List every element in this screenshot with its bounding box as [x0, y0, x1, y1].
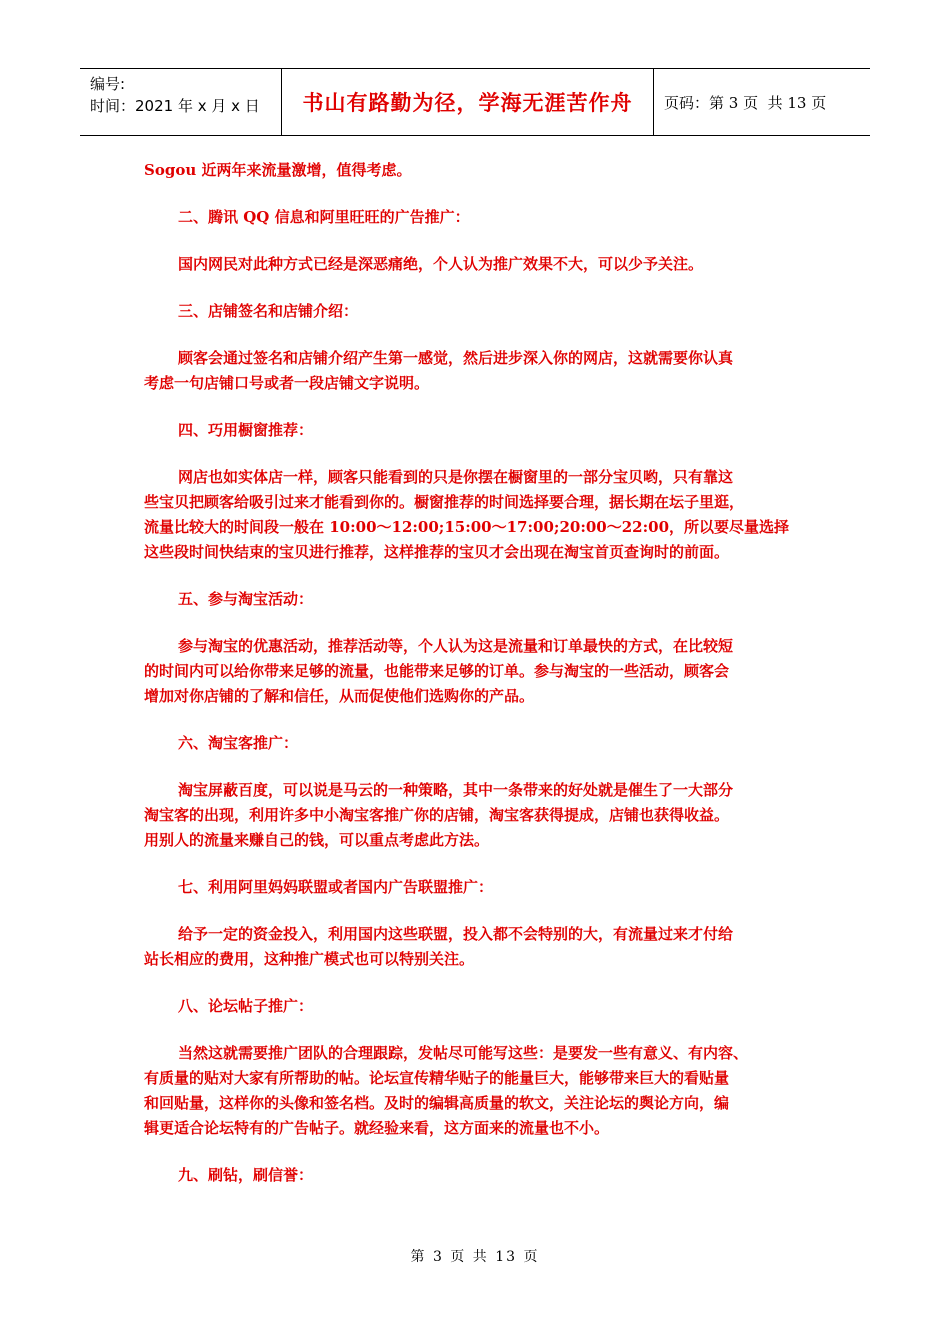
paragraph [144, 778, 804, 853]
text-line: 淘宝客的出现，利用许多中小淘宝客推广你的店铺，淘宝客获得提成，店铺也获得收益。 [144, 806, 730, 824]
text-line: 给予一定的资金投入，利用国内这些联盟，投入都不会特别的大，有流量过来才付给 [178, 925, 734, 943]
paragraph [144, 346, 804, 396]
paragraph [144, 1041, 804, 1141]
section-heading: 九、刷钻，刷信誉： [178, 1166, 314, 1184]
header-motto: 书山有路勤为径，学海无涯苦作舟 [282, 69, 654, 135]
paragraph [144, 634, 804, 709]
text-line: 这些段时间快结束的宝贝进行推荐，这样推荐的宝贝才会出现在淘宝首页查询时的前面。 [144, 543, 730, 561]
text-line: 网店也如实体店一样，顾客只能看到的只是你摆在橱窗里的一部分宝贝哟，只有靠这 [178, 468, 734, 486]
section-heading: 三、店铺签名和店铺介绍： [178, 302, 359, 320]
number-label: 编号: [90, 75, 126, 93]
text-line: 站长相应的费用，这种推广模式也可以特别关注。 [144, 950, 475, 968]
text-line: 的时间内可以给你带来足够的流量，也能带来足够的订单。参与淘宝的一些活动，顾客会 [144, 662, 730, 680]
text-line: 淘宝屏蔽百度，可以说是马云的一种策略，其中一条带来的好处就是催生了一大部分 [178, 781, 734, 799]
page-header [80, 68, 870, 136]
text-line: 当然这就需要推广团队的合理跟踪，发帖尽可能写这些：是要发一些有意义、有内容、 [178, 1044, 749, 1062]
section-heading: 二、腾讯 QQ 信息和阿里旺旺的广告推广： [178, 208, 470, 226]
paragraph [144, 158, 804, 183]
paragraph [144, 252, 804, 277]
text-line: 辑更适合论坛特有的广告帖子。就经验来看，这方面来的流量也不小。 [144, 1119, 610, 1137]
header-meta [80, 69, 282, 135]
text-line: 顾客会通过签名和店铺介绍产生第一感觉，然后进步深入你的网店，这就需要你认真 [178, 349, 734, 367]
text-line: 流量比较大的时间段一般在 10:00～12:00;15:00～17:00;20:00～22:00，所以要尽量选择 [144, 518, 790, 536]
time-label: 时间：2021 年 x 月 x 日 [90, 97, 260, 115]
page-footer: 第 3 页 共 13 页 [410, 1249, 540, 1265]
text-line: 考虑一句店铺口号或者一段店铺文字说明。 [144, 374, 430, 392]
section-heading: 七、利用阿里妈妈联盟或者国内广告联盟推广： [178, 878, 494, 896]
header-page [654, 69, 870, 135]
text-line: 些宝贝把顾客给吸引过来才能看到你的。橱窗推荐的时间选择要合理，据长期在坛子里逛， [144, 493, 745, 511]
section-heading: 五、参与淘宝活动： [178, 590, 314, 608]
text-line: 参与淘宝的优惠活动，推荐活动等，个人认为这是流量和订单最快的方式，在比较短 [178, 637, 734, 655]
document-body [144, 158, 804, 1210]
text-line: Sogou 近两年来流量激增，值得考虑。 [144, 161, 412, 179]
text-line: 国内网民对此种方式已经是深恶痛绝，个人认为推广效果不大，可以少予关注。 [178, 255, 704, 273]
text-line: 用别人的流量来赚自己的钱，可以重点考虑此方法。 [144, 831, 490, 849]
paragraph [144, 922, 804, 972]
text-line: 和回贴量，这样你的头像和签名档。及时的编辑高质量的软文，关注论坛的舆论方向，编 [144, 1094, 730, 1112]
paragraph [144, 465, 804, 565]
text-line: 有质量的贴对大家有所帮助的帖。论坛宣传精华贴子的能量巨大，能够带来巨大的看贴量 [144, 1069, 730, 1087]
section-heading: 六、淘宝客推广： [178, 734, 299, 752]
section-heading: 四、巧用橱窗推荐： [178, 421, 314, 439]
header-page-label: 页码：第 3 页 共 13 页 [664, 93, 827, 112]
section-heading: 八、论坛帖子推广： [178, 997, 314, 1015]
text-line: 增加对你店铺的了解和信任，从而促使他们选购你的产品。 [144, 687, 535, 705]
